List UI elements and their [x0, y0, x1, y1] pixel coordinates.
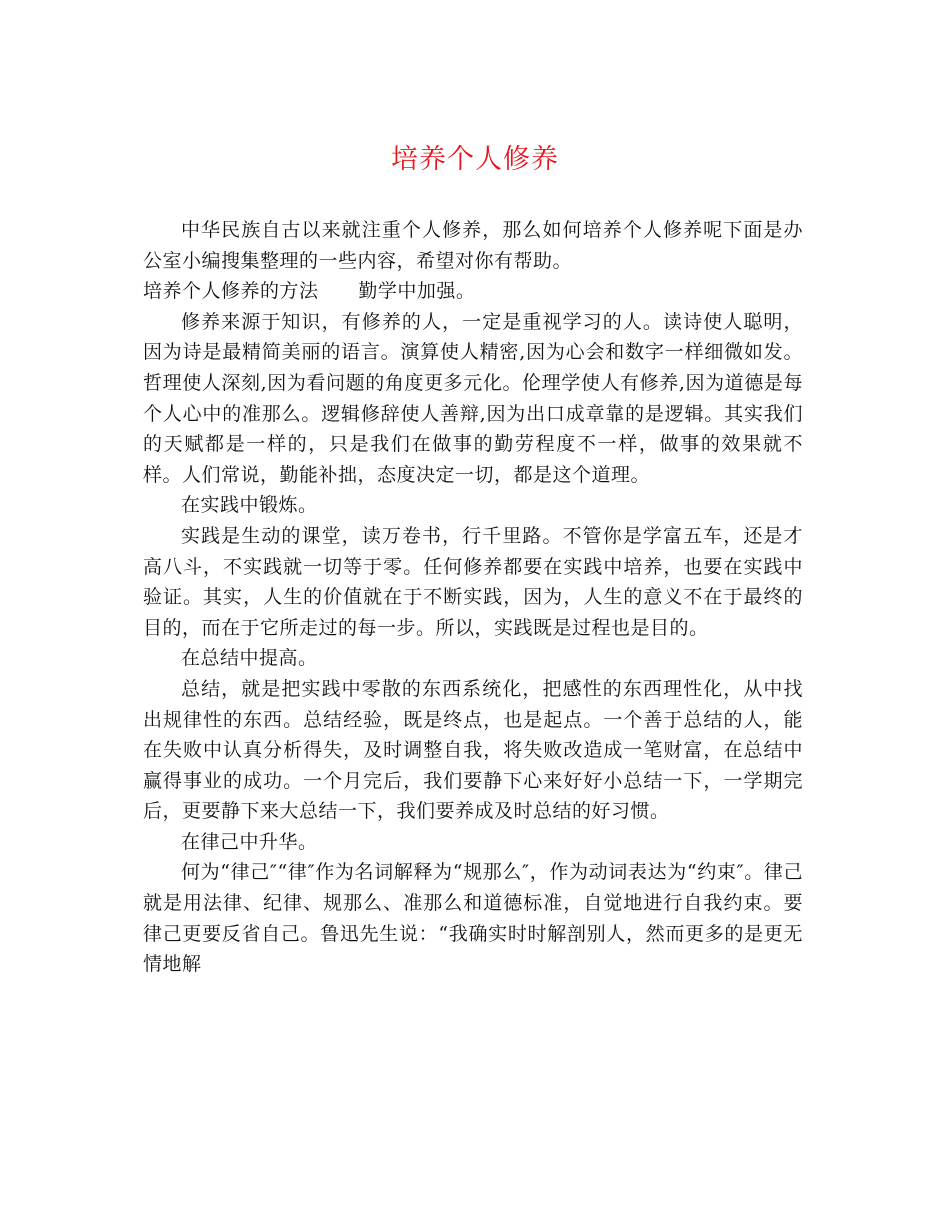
paragraph-intro: 中华民族自古以来就注重个人修养，那么如何培养个人修养呢下面是办公室小编搜集整理的一些内容，希望对你有帮助。 [143, 219, 803, 272]
section-heading-study: 勤学中加强。 [358, 280, 476, 303]
section-heading-self-discipline: 在律己中升华。 [181, 830, 318, 853]
paragraph-study: 修养来源于知识，有修养的人，一定是重视学习的人。读诗使人聪明，因为诗是最精简美丽的语言。演算使人精密,因为心会和数字一样细微如发。哲理使人深刻,因为看问题的角度更多元化。伦理学使人有修养,因为道德是每个人心中的准那么。逻辑修辞使人善辩,因为出口成章靠的是逻辑。其实我们的天赋都是一样的，只是我们在做事的勤劳程度不一样，做事的效果就不样。人们常说，勤能补拙，态度决定一切，都是这个道理。 [143, 310, 803, 486]
paragraph-method-heading [143, 276, 803, 307]
paragraph-practice: 实践是生动的课堂，读万卷书，行千里路。不管你是学富五车，还是才高八斗，不实践就一切等于零。任何修养都要在实践中培养，也要在实践中验证。其实，人生的价值就在于不断实践，因为，人生的意义不在于最终的目的，而在于它所走过的每一步。所以，实践既是过程也是目的。 [143, 524, 803, 639]
document-title: 培养个人修养 [391, 144, 559, 175]
section-heading-summary: 在总结中提高。 [181, 647, 318, 670]
paragraph-summary: 总结，就是把实践中零散的东西系统化，把感性的东西理性化，从中找出规律性的东西。总结经验，既是终点，也是起点。一个善于总结的人，能在失败中认真分析得失，及时调整自我，将失败改造成一笔财富，在总结中赢得事业的成功。一个月完后，我们要静下心来好好小总结一下，一学期完后，更要静下来大总结一下，我们要养成及时总结的好习惯。 [143, 677, 803, 823]
method-heading-label: 培养个人修养的方法 [143, 280, 319, 303]
section-heading-practice: 在实践中锻炼。 [181, 494, 318, 517]
paragraph-self-discipline: 何为“律己″“律″作为名词解释为“规那么″，作为动词表达为“约束″。律己就是用法律、纪律、规那么、准那么和道德标准，自觉地进行自我约束。要律己更要反省自己。鲁迅先生说：“我确实时时解剖别人，然而更多的是更无情地解 [143, 861, 803, 976]
document-body [143, 215, 803, 980]
